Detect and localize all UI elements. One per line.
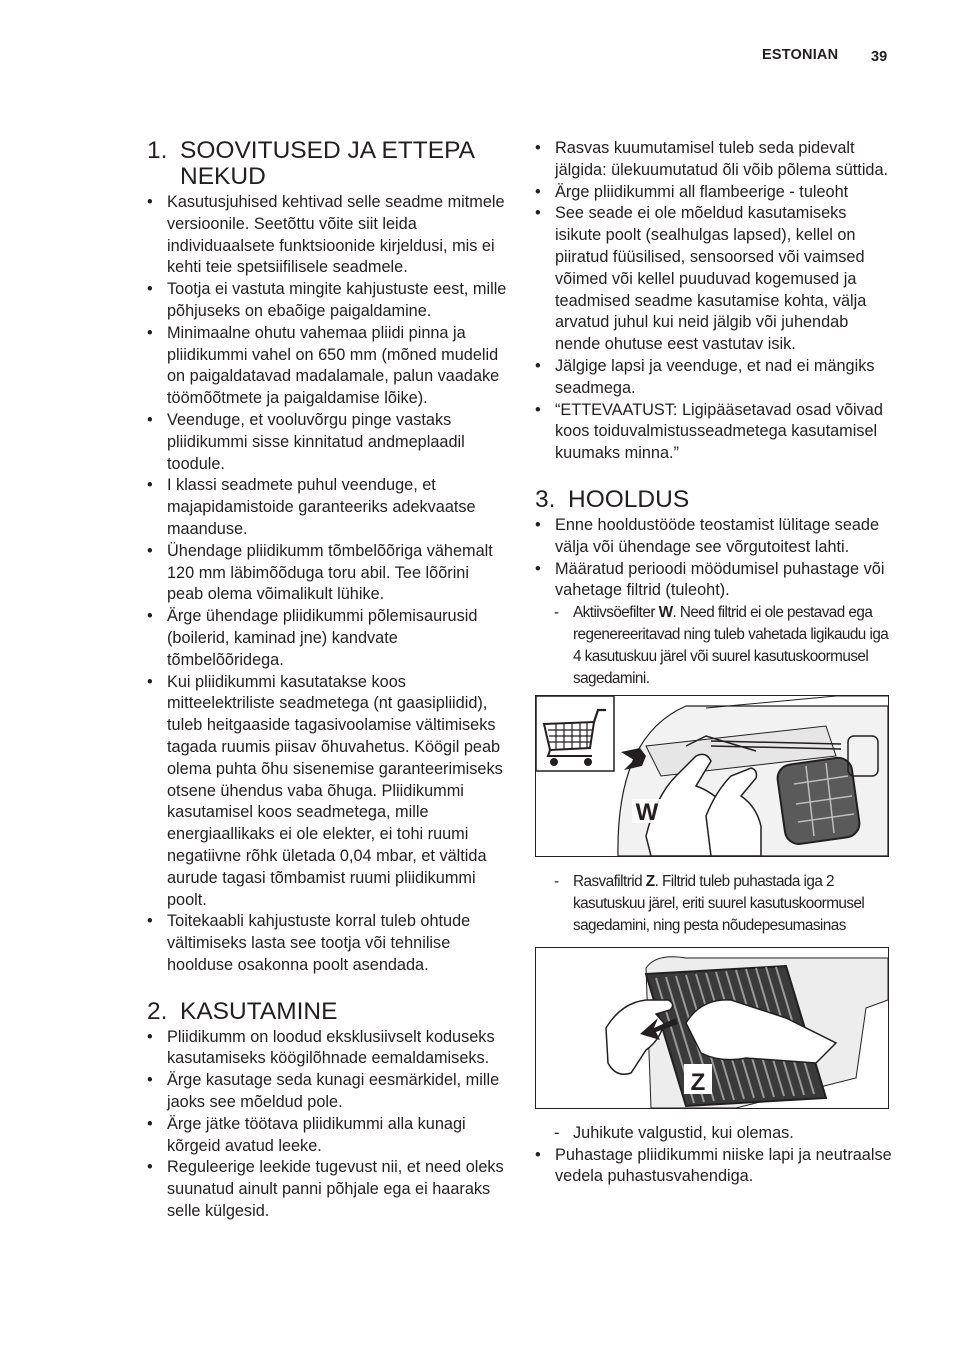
sub-item-text: Rasvafiltrid [573,873,646,891]
cart-icon [536,696,614,771]
list-item: • Kui pliidikummi kasutatakse koos mitteelektriliste seadmetega (nt gaasipliidid), tuleb heitgaaside tagasivoolamise vältimiseks tagada ruumis piisav õhuvahetus. Köögil peab olema puhta õhu sisenemise garanteerimiseks otsene ühendus vaba õhuga. Pliidikummi kasutamisel koos seadmetega, mille energiaallikaks ei ole elekter, ei tohi ruumi negatiivne rõhk ületada 0,04 mbar, et vältida aurude tagasi tõmbamist ruumi pliidikummi poolt. [147,672,507,912]
sub-item-lights: - Juhikute valgustid, kui olemas. [535,1123,895,1145]
filter-letter-w: W [658,604,673,622]
list-item: • Ärge kasutage seda kunagi eesmärkidel, mille jaoks see mõeldud pole. [147,1070,507,1114]
header-language: ESTONIAN [762,47,839,63]
section-2-title: KASUTAMINE [180,997,338,1025]
list-item: • Määratud perioodi möödumisel puhastage või vahetage filtrid (tuleoht). [535,559,895,603]
list-item: • Puhastage pliidikummi niiske lapi ja neutraalse vedela puhastusvahendiga. [535,1145,895,1189]
list-item: • Enne hooldustööde teostamist lülitage seade välja või ühendage see võrgutoitest lahti. [535,515,895,559]
list-item: • Ühendage pliidikumm tõmbelõõriga vähemalt 120 mm läbimõõduga toru abil. Tee lõõrini peab olema võimalikult lühike. [147,541,507,606]
sub-item-text: Aktiivsöefilter [573,604,659,622]
list-item: • Kasutusjuhised kehtivad selle seadme mitmele versioonile. Seetõttu võite siit leida individuaalsete funktsioonide kirjeldusi, mis ei kehti teie spetsiifilisele seadmele. [147,192,507,279]
grease-filter-illustration [536,948,888,1108]
sub-item-text: . Need filtrid ei ole pestavad ega regenereeritavad ning tuleb vahetada ligikaudu iga 4 kasutuskuu järel või suurel kasutuskoormusel sagedamini. [573,604,889,687]
list-item: • Tootja ei vastuta mingite kahjustuste eest, mille põhjuseks on ebaõige paigaldamine. [147,279,507,323]
section-1-title: SOOVITUSED JA ETTEPA NEKUD [180,137,474,190]
section-3-title: HOOLDUS [568,485,690,513]
section-2-number: 2. [147,997,168,1025]
section-3-number: 3. [535,485,556,513]
filter-letter-z: Z [645,873,655,891]
section-1-heading [147,138,507,190]
sub-item-text: . Filtrid tuleb puhastada iga 2 kasutuskuu järel, eriti suurel kasutuskoormusel sagedamini, ning pesta nõudepesumasinas [573,873,865,934]
list-item: • “ETTEVAATUST: Ligipääsetavad osad võivad koos toiduvalmistusseadmetega kasutamisel kuumaks minna.” [535,400,895,465]
list-item: • Ärge ühendage pliidikummi põlemisaurusid (boilerid, kaminad jne) kandvate tõmbelõõridega. [147,606,507,671]
list-item: • Pliidikumm on loodud eksklusiivselt koduseks kasutamiseks köögilõhnade eemaldamiseks. [147,1027,507,1071]
right-column [535,138,895,1188]
list-item: • Toitekaabli kahjustuste korral tuleb ohtude vältimiseks lasta see tootja või tehnilise hoolduse osakonna poolt asendada. [147,911,507,976]
left-column [147,138,507,1223]
section-1-list [147,192,507,977]
charcoal-filter-illustration [536,696,888,856]
figure-label-z: Z [690,1068,706,1096]
sub-item-grease-filter [535,871,895,936]
list-item: • I klassi seadmete puhul veenduge, et majapidamistoide garanteeriks adekvaatse maanduse. [147,475,507,540]
section-3-list [535,515,895,602]
list-item: • Minimaalne ohutu vahemaa pliidi pinna ja pliidikummi vahel on 650 mm (mõned mudelid on paigaldatavad madalamale, palun vaadake töömõõtmete ja paigaldamise lõike). [147,323,507,410]
list-item: • Rasvas kuumutamisel tuleb seda pidevalt jälgida: ülekuumutatud õli võib põlema süttida. [535,138,895,182]
section-1-number: 1. [147,137,168,164]
section-2-list-continued [535,138,895,465]
figure-label-w: W [635,799,659,827]
section-3-heading [535,487,895,513]
list-item: • Ärge jätke töötava pliidikummi alla kunagi kõrgeid avatud leeke. [147,1114,507,1158]
section-2-list [147,1027,507,1223]
list-item: • Jälgige lapsi ja veenduge, et nad ei mängiks seadmega. [535,356,895,400]
sub-item-charcoal-filter [535,602,895,689]
list-item: • See seade ei ole mõeldud kasutamiseks isikute poolt (sealhulgas lapsed), kellel on piiratud füüsilised, sensoorsed või vaimsed võimed või kellel puuduvad kogemused ja teadmised seadme kasutamise kohta, välja arvatud juhul kui neid jälgib või juhendab nende ohutuse eest vastutav isik. [535,203,895,356]
list-item: • Veenduge, et vooluvõrgu pinge vastaks pliidikummi sisse kinnitatud andmeplaadil toodule. [147,410,507,475]
list-item: • Reguleerige leekide tugevust nii, et need oleks suunatud ainult panni põhjale ega ei haaraks selle külgesid. [147,1157,507,1222]
section-2-heading [147,999,507,1025]
charcoal-filter-figure [535,695,889,857]
list-item: • Ärge pliidikummi all flambeerige - tuleoht [535,182,895,204]
section-3-list-end [535,1145,895,1189]
page-number: 39 [871,49,888,65]
grease-filter-figure [535,947,889,1109]
